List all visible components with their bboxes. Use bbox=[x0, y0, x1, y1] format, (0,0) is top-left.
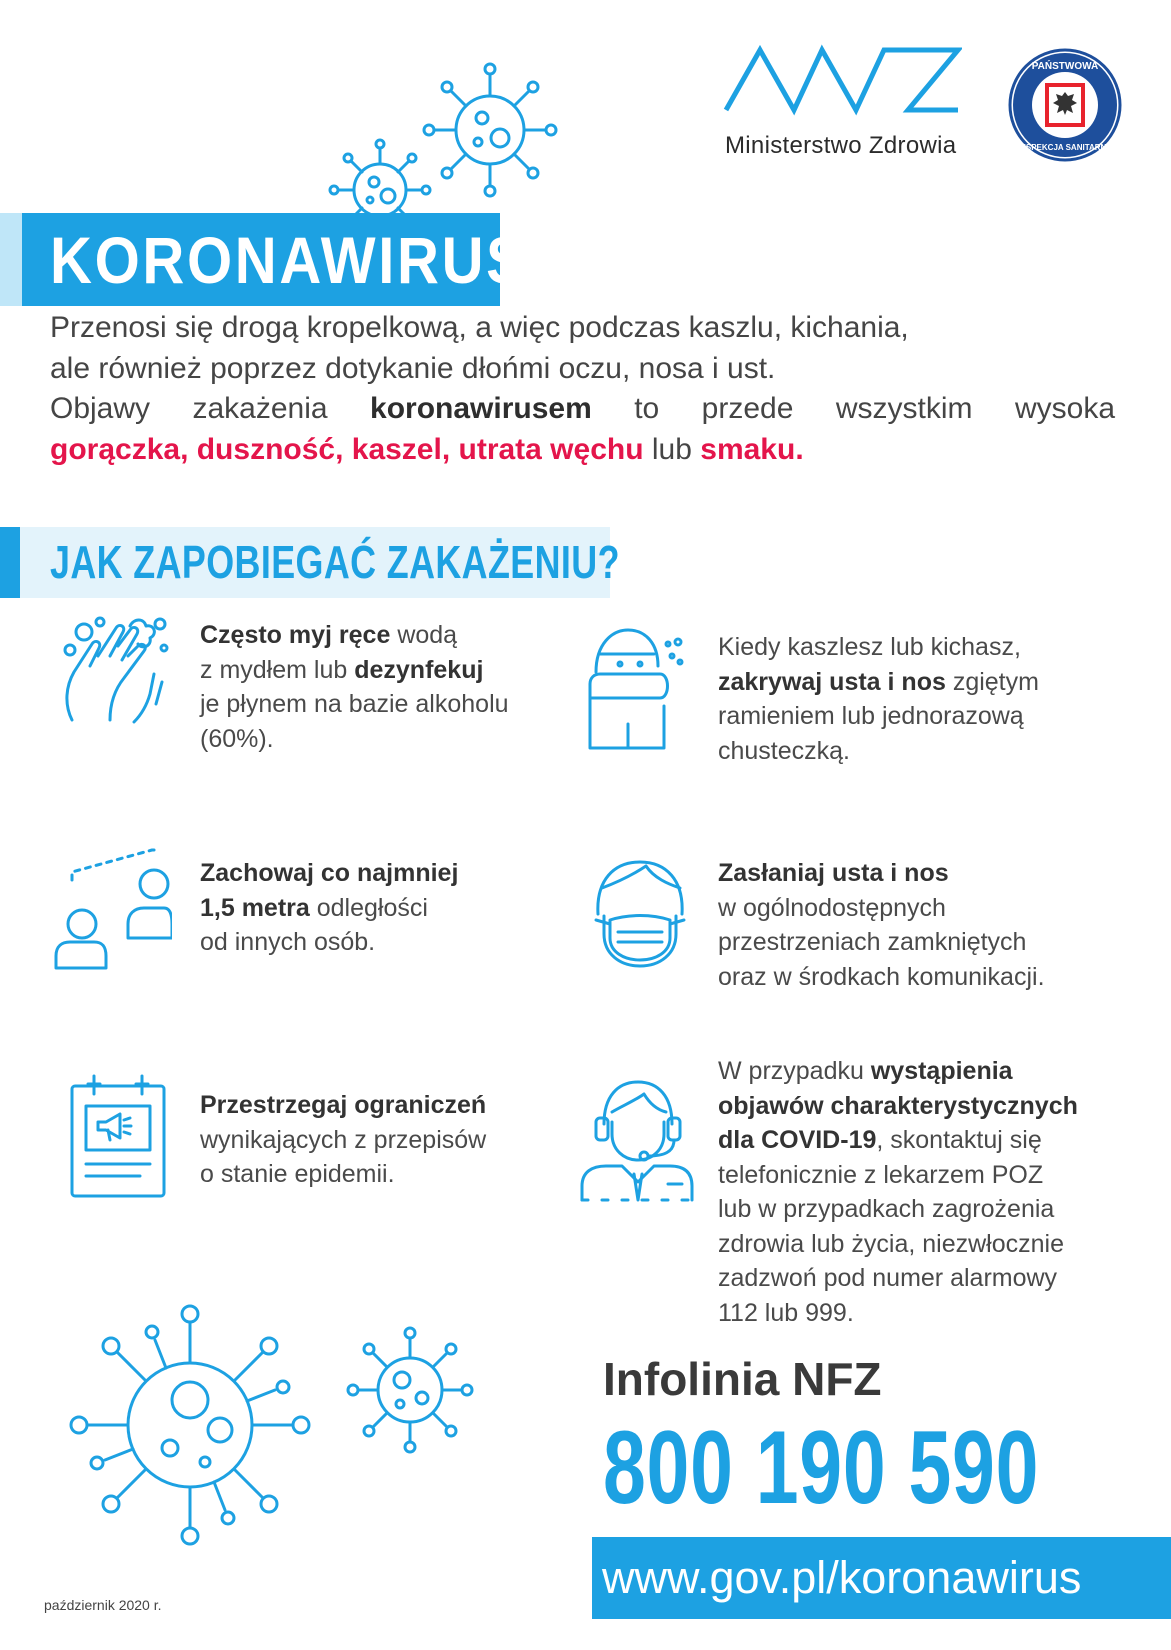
intro-paragraph bbox=[50, 308, 1115, 470]
virus-decoration-bottom-icon bbox=[60, 1290, 500, 1560]
svg-text:PAŃSTWOWA: PAŃSTWOWA bbox=[1031, 61, 1099, 72]
intro-line-3: Objawy zakażenia koronawirusem to przede wszystkim wysoka bbox=[50, 392, 1116, 425]
page-title: KORONAWIRUS bbox=[50, 223, 528, 297]
prevention-heading: JAK ZAPOBIEGAĆ ZAKAŻENIU? bbox=[50, 536, 620, 588]
hand-washing-icon bbox=[58, 616, 170, 724]
ministry-name: Ministerstwo Zdrowia bbox=[725, 132, 957, 159]
sanitary-inspection-seal-icon bbox=[1008, 48, 1122, 162]
regulations-board-icon bbox=[68, 1072, 168, 1200]
svg-text:INSPEKCJA SANITARNA: INSPEKCJA SANITARNA bbox=[1017, 143, 1113, 152]
publication-date: październik 2020 r. bbox=[44, 1597, 162, 1613]
intro-line-4: gorączka, duszność, kaszel, utrata węchu lub smaku. bbox=[50, 432, 804, 466]
tip-follow-restrictions: Przestrzegaj ograniczeń wynikających z przepisów o stanie epidemii. bbox=[200, 1091, 487, 1188]
cough-elbow-icon bbox=[584, 626, 684, 752]
ministry-logo-icon bbox=[722, 44, 962, 116]
tip-contact-doctor: W przypadku wystąpienia objawów charakterystycznych dla COVID-19, skontaktuj się telefonicznie z lekarzem POZ lub w przypadkach zagrożenia zdrowia lub życia, niezwłocznie zadzwoń pod numer alarmowy 112 lub 999. bbox=[718, 1057, 1078, 1327]
tip-cover-cough: Kiedy kaszlesz lub kichasz, zakrywaj usta i nos zgiętym ramieniem lub jednorazową chusteczką. bbox=[718, 633, 1039, 765]
hotline-label: Infolinia NFZ bbox=[603, 1353, 882, 1405]
website-link[interactable]: www.gov.pl/koronawirus bbox=[602, 1552, 1082, 1603]
tip-wear-mask: Zasłaniaj usta i nos w ogólnodostępnych przestrzeniach zamkniętych oraz w środkach komunikacji. bbox=[718, 859, 1045, 991]
intro-line-2: ale również poprzez dotykanie dłońmi oczu, nosa i ust. bbox=[50, 351, 776, 385]
hotline-number[interactable]: 800 190 590 bbox=[603, 1410, 1040, 1526]
tip-wash-hands: Często myj ręce wodą z mydłem lub dezynfekuj je płynem na bazie alkoholu (60%). bbox=[200, 621, 509, 753]
intro-line-1: Przenosi się drogą kropelkową, a więc podczas kaszlu, kichania, bbox=[50, 311, 909, 344]
social-distance-icon bbox=[52, 840, 172, 970]
tip-keep-distance: Zachowaj co najmniej 1,5 metra odległości od innych osób. bbox=[200, 859, 459, 956]
call-center-icon bbox=[578, 1072, 696, 1202]
face-mask-icon bbox=[588, 858, 692, 970]
